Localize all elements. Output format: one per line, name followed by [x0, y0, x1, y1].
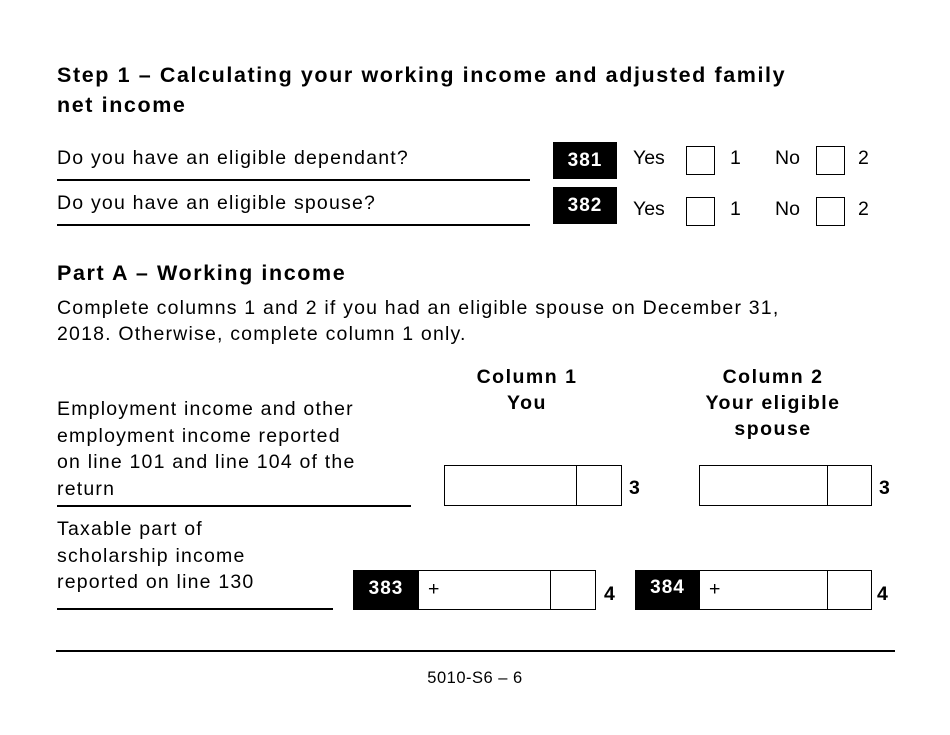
step1-title-line2: net income	[57, 93, 187, 117]
dependant-yes-value: 1	[730, 147, 741, 169]
column-1-header-line1: Column 1	[476, 366, 578, 388]
col1-employment-dollars-input[interactable]	[444, 465, 578, 506]
part-a-instructions	[57, 295, 907, 347]
dependant-no-label: No	[775, 147, 800, 169]
step1-title-line1: Step 1 – Calculating your working income and adjusted family	[57, 63, 787, 87]
col1-employment-cents-input[interactable]	[576, 465, 622, 506]
spouse-yes-label: Yes	[633, 198, 665, 220]
line-381-tag: 381	[553, 142, 617, 179]
question-2-rule	[57, 224, 530, 226]
part-a-instructions-line2: 2018. Otherwise, complete column 1 only.	[57, 323, 467, 345]
line-382-tag: 382	[553, 187, 617, 224]
col2-employment-cents-input[interactable]	[827, 465, 872, 506]
employment-income-label	[57, 396, 417, 502]
scholarship-income-label-line2: scholarship income	[57, 544, 246, 567]
employment-income-label-line2: employment income reported	[57, 424, 341, 447]
dependant-no-checkbox[interactable]	[816, 146, 845, 175]
step1-title	[57, 60, 917, 120]
col1-line-4-label: 4	[604, 583, 615, 605]
col1-plus-sign: +	[428, 578, 440, 600]
employment-income-label-line1: Employment income and other	[57, 398, 354, 420]
question-eligible-spouse: Do you have an eligible spouse?	[57, 192, 377, 214]
employment-income-rule	[57, 505, 411, 507]
column-2-header-line3: spouse	[734, 418, 812, 440]
scholarship-income-label-line3: reported on line 130	[57, 571, 255, 593]
column-2-header-line2: Your eligible	[705, 392, 841, 414]
employment-income-label-line3: on line 101 and line 104 of the	[57, 451, 356, 473]
spouse-yes-value: 1	[730, 198, 741, 220]
col2-scholarship-cents-input[interactable]	[827, 570, 872, 610]
spouse-no-label: No	[775, 198, 800, 220]
dependant-yes-checkbox[interactable]	[686, 146, 715, 175]
col1-scholarship-cents-input[interactable]	[550, 570, 596, 610]
spouse-no-checkbox[interactable]	[816, 197, 845, 226]
spouse-no-value: 2	[858, 198, 869, 220]
column-1-header-line2: You	[507, 392, 547, 414]
question-eligible-dependant: Do you have an eligible dependant?	[57, 147, 409, 169]
scholarship-income-rule	[57, 608, 333, 610]
col2-line-3-label: 3	[879, 477, 890, 499]
line-383-tag: 383	[353, 570, 419, 610]
scholarship-income-label	[57, 516, 357, 596]
column-2-header-line1: Column 2	[722, 366, 824, 388]
employment-income-label-line4: return	[57, 477, 116, 500]
column-1-header	[436, 364, 618, 416]
col1-line-3-label: 3	[629, 477, 640, 499]
question-1-rule	[57, 179, 530, 181]
line-384-tag: 384	[635, 570, 700, 610]
footer-rule	[56, 650, 895, 652]
col2-line-4-label: 4	[877, 583, 888, 605]
dependant-yes-label: Yes	[633, 147, 665, 169]
part-a-title: Part A – Working income	[57, 261, 347, 285]
column-2-header	[678, 364, 868, 442]
page-number: 5010-S6 – 6	[427, 669, 523, 687]
scholarship-income-label-line1: Taxable part of	[57, 518, 203, 540]
part-a-instructions-line1: Complete columns 1 and 2 if you had an eligible spouse on December 31,	[57, 297, 780, 319]
col2-plus-sign: +	[709, 578, 721, 600]
spouse-yes-checkbox[interactable]	[686, 197, 715, 226]
dependant-no-value: 2	[858, 147, 869, 169]
col2-employment-dollars-input[interactable]	[699, 465, 829, 506]
